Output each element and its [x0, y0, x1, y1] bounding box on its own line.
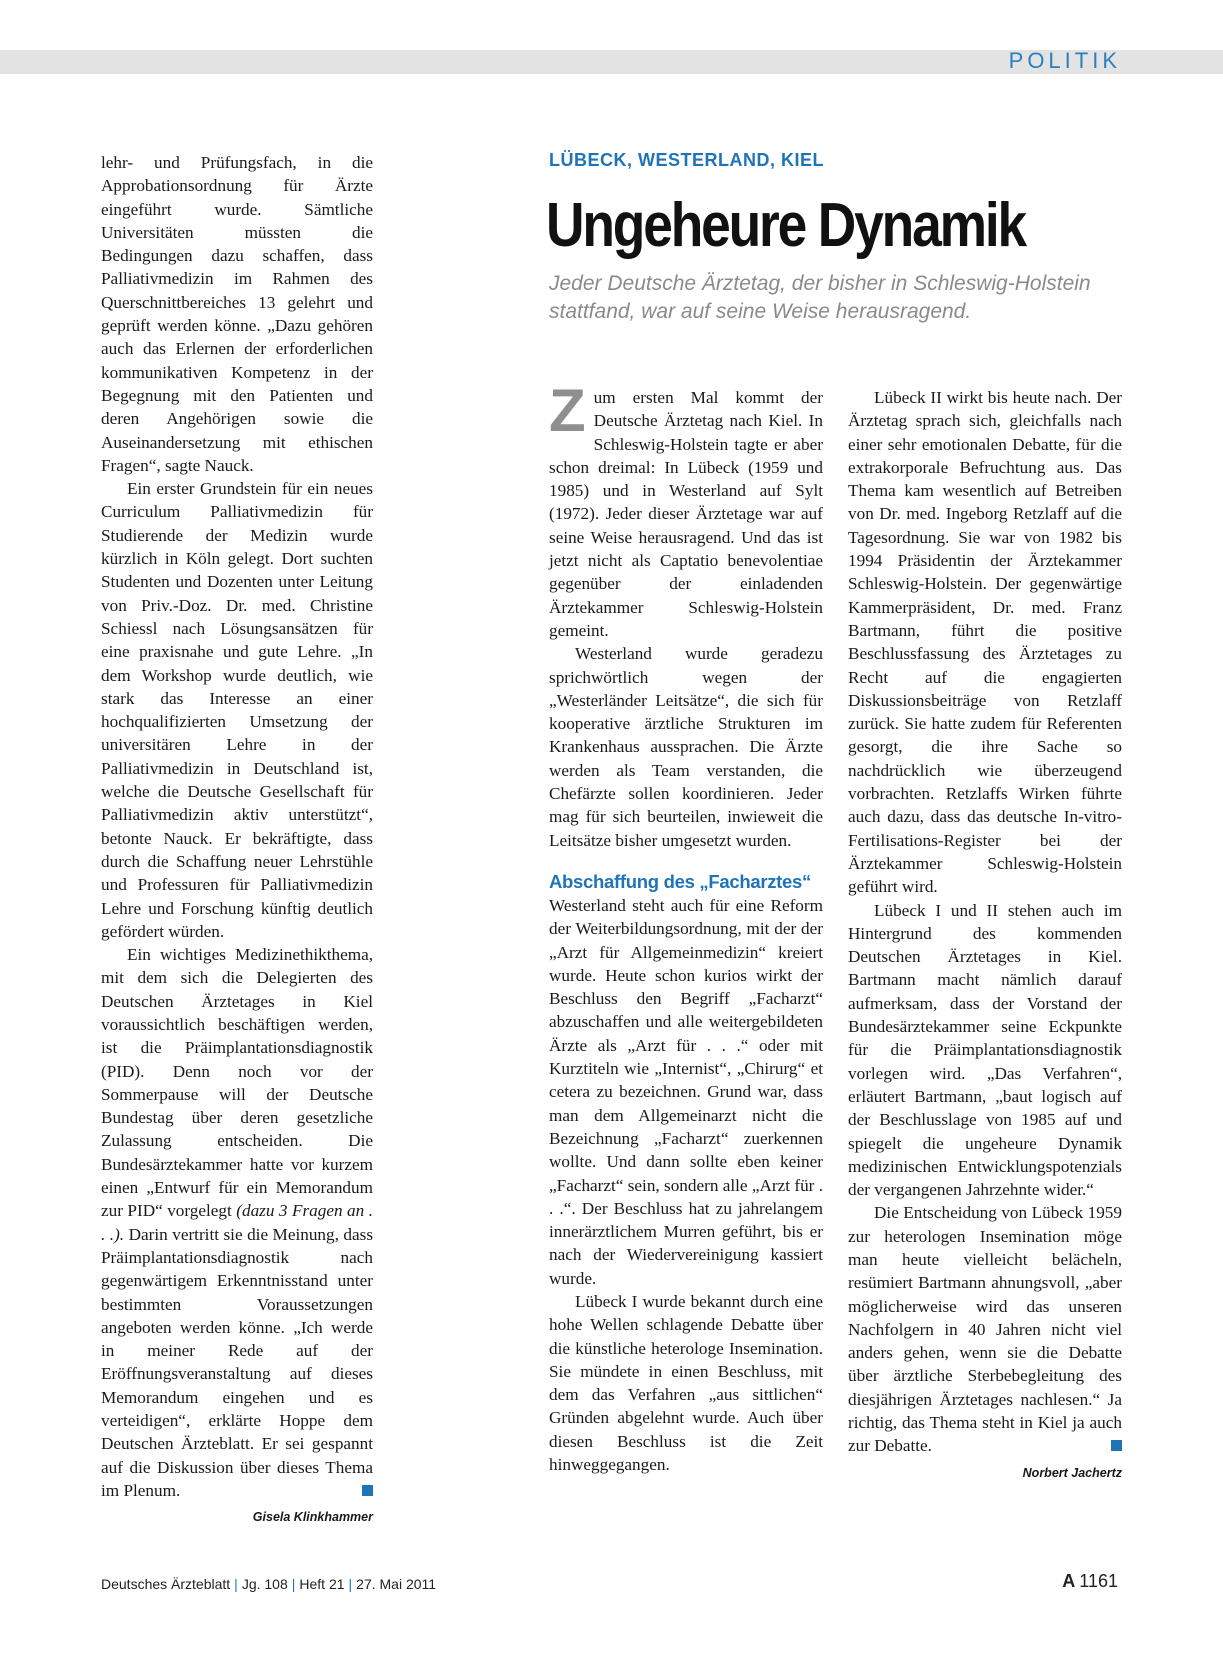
paragraph-text: Die Entscheidung von Lübeck 1959 zur heterologen Insemination möge man heute vielleicht belächeln, resümiert Bartmann ahnungsvoll, „aber möglicherweise wird das unseren Nachfolgern in 40 Jahren nicht viel anders gehen, wenn sie die Debatte über ärztliche Sterbebegleitung des diesjährigen Ärztetages nachlesen.“ Ja richtig, das Thema steht in Kiel ja auch zur Debatte. [848, 1203, 1122, 1456]
separator: | [291, 1576, 296, 1592]
paragraph: Lübeck I wurde bekannt durch eine hohe Wellen schlagende Debatte über die künstliche heterologe Insemination. Sie mündete in einen Beschluss, mit dem das Verfahren „aus sittlichen“ Gründen abgelehnt wurde. Auch über diesen Beschluss ist die Zeit hinweggegangen. [549, 1291, 823, 1475]
issue: Heft 21 [299, 1576, 345, 1592]
paragraph: lehr- und Prüfungsfach, in die Approbationsordnung für Ärzte eingeführt wurde. Sämtliche Universitäten müssten die Bedingungen dazu schaffen, dass Palliativmedizin im Rahmen des Querschnittbereiches 13 gelehrt und geprüft werden könne. „Dazu gehören auch das Erlernen der erforderlichen kommunikativen Kompetenz in der Begegnung mit den Patienten und deren Angehörigen sowie die Auseinandersetzung mit ethischen Fragen“, sagte Nauck. [101, 153, 373, 475]
end-mark-icon [1111, 1440, 1122, 1451]
paragraph [101, 943, 373, 1502]
author-byline: Gisela Klinkhammer [252, 1510, 373, 1525]
section-label: POLITIK [1008, 48, 1121, 73]
article-kicker: LÜBECK, WESTERLAND, KIEL [549, 150, 824, 170]
article-intro: Jeder Deutsche Ärztetag, der bisher in Schleswig-Holstein stattfand, war auf seine Weise herausragend. [549, 272, 1091, 323]
page-number-value: 1161 [1079, 1571, 1118, 1591]
volume: Jg. 108 [241, 1576, 288, 1592]
separator: | [234, 1576, 238, 1592]
paragraph: Ein erster Grundstein für ein neues Curriculum Palliativmedizin für Studierende der Medizin wurde kürzlich in Köln gelegt. Dort suchten Studenten und Dozenten unter Leitung von Priv.-Doz. Dr. med. Christine Schiessl nach Lösungsansätzen für eine praxisnahe und gute Lehre. „In dem Workshop wurde deutlich, wie stark das Interesse an einer hochqualifizierten Umsetzung der universitären Lehre in der Palliativmedizin in Deutschland ist, welche die Deutsche Gesellschaft für Palliativmedizin aktiv unterstützt“, betonte Nauck. Er bekräftigte, dass durch die Schaffung neuer Lehrstühle und Professuren für Palliativmedizin Lehre und Forschung künftig deutlich gefördert würden. [101, 479, 373, 941]
paragraph-text: um ersten Mal kommt der Deutsche Ärztetag nach Kiel. In Schleswig-Holstein tagte er aber schon dreimal: In Lübeck (1959 und 1985) und in Westerland auf Sylt (1972). Jeder dieser Ärztetage war auf seine Weise herausragend. Und das ist jetzt nicht als Captatio benevolentiae gegenüber der einladenden Ärztekammer Schleswig-Holstein gemeint. [549, 388, 823, 640]
paragraph [848, 1201, 1122, 1457]
end-mark-icon [362, 1485, 373, 1496]
paragraph: Westerland wurde geradezu sprichwörtlich wegen der „Westerländer Leitsätze“, die sich für kooperative ärztliche Strukturen im Krankenhaus aussprachen. Die Ärzte werden als Team verstanden, die Chefärzte sollen koordinieren. Jeder mag für sich beurteilen, inwieweit die Leitsätze bisher umgesetzt wurden. [549, 644, 823, 850]
column-right [848, 386, 1122, 1485]
page-prefix: A [1062, 1571, 1076, 1591]
column-middle [549, 377, 823, 1476]
paragraph: Lübeck I und II stehen auch im Hintergrund des kommenden Deutschen Ärztetages in Kiel. Bartmann macht nämlich darauf aufmerksam, dass der Vorstand der Bundesärztekammer seine Eckpunkte für die Präimplantationsdiagnostik vorlegen wird. „Das Verfahren“, erläutert Bartmann, „baut logisch auf der Beschlusslage von 1985 auf und spiegelt die ungeheure Dynamik medizinischen Entwicklungspotenzials der vergangenen Jahrzehnte wider.“ [848, 900, 1122, 1200]
author-byline: Norbert Jachertz [1022, 1465, 1122, 1480]
page-number [1062, 1571, 1118, 1592]
paragraph-text: Ein wichtiges Medizinethikthema, mit dem sich die Delegierten des Deutschen Ärztetages in Kiel voraussichtlich beschäftigen werden, ist die Präimplantationsdiagnostik (PID). Denn noch vor der Sommerpause will der Deutsche Bundestag über deren gesetzliche Zulassung entscheiden. Die Bundesärztekammer hatte vor kurzem einen „Entwurf für ein Memorandum zur PID“ vorgelegt [101, 945, 373, 1221]
cross-reference: (dazu 3 Fragen an . . .). [101, 1201, 373, 1244]
paragraph-text: Darin vertritt sie die Meinung, dass Präimplantationsdiagnostik nach gegenwärtigem Erkenntnisstand unter bestimmten Voraussetzungen angeboten werden könne. „Ich werde in meiner Rede auf der Eröffnungsveranstaltung auf dieses Memorandum eingehen und es verteidigen“, erklärte Hoppe dem Deutschen Ärzteblatt. Er sei gespannt auf die Diskussion über dieses Thema im Plenum. [101, 1224, 374, 1500]
date: 27. Mai 2011 [356, 1576, 437, 1592]
paragraph: Westerland steht auch für eine Reform der Weiterbildungsordnung, mit der der „Arzt für Allgemeinmedizin“ kreiert wurde. Heute schon kurios wirkt der Beschluss den Begriff „Facharzt“ abzuschaffen und alle weitergebildeten Ärzte als „Arzt für . . .“ oder mit Kurztiteln wie „Internist“, „Chirurg“ et cetera zu bezeichnen. Grund war, dass man dem Allgemeinarzt nicht die Bezeichnung „Facharzt“ zuerkennen wollte. Und dann sollte eben keiner „Facharzt“ sein, sondern alle „Arzt für . . .“. Der Beschluss hat zu jahrelangem innerärztlichem Murren geführt, bis er nach der Wiedervereinigung kassiert wurde. [549, 895, 823, 1288]
journal-name: Deutsches Ärzteblatt [101, 1576, 231, 1592]
subheading: Abschaffung des „Facharztes“ [549, 870, 811, 892]
column-left [101, 151, 373, 1530]
footer [101, 1576, 436, 1592]
separator: | [348, 1576, 353, 1592]
paragraph [549, 377, 823, 642]
drop-cap: Z [549, 377, 586, 444]
paragraph: Lübeck II wirkt bis heute nach. Der Ärztetag sprach sich, gleichfalls nach einer sehr emotionalen Debatte, für die extrakorporale Befruchtung aus. Das Thema kam wesentlich auf Betreiben von Dr. med. Ingeborg Retzlaff auf die Tagesordnung. Sie war von 1982 bis 1994 Präsidentin der Ärztekammer Schleswig-Holstein. Der gegenwärtige Kammerpräsident, Dr. med. Franz Bartmann, führt die positive Beschlussfassung des Ärztetages zu Recht auf die engagierten Diskussionsbeiträge von Retzlaff zurück. Sie hatte zudem für Referenten gesorgt, die ihre Sache so nachdrücklich wie überzeugend vorbrachten. Retzlaffs Wirken führte auch dazu, dass das deutsche In-vitro-Fertilisations-Register bei der Ärztekammer Schleswig-Holstein geführt wird. [848, 388, 1122, 897]
article-title: Ungeheure Dynamik [546, 191, 1026, 260]
